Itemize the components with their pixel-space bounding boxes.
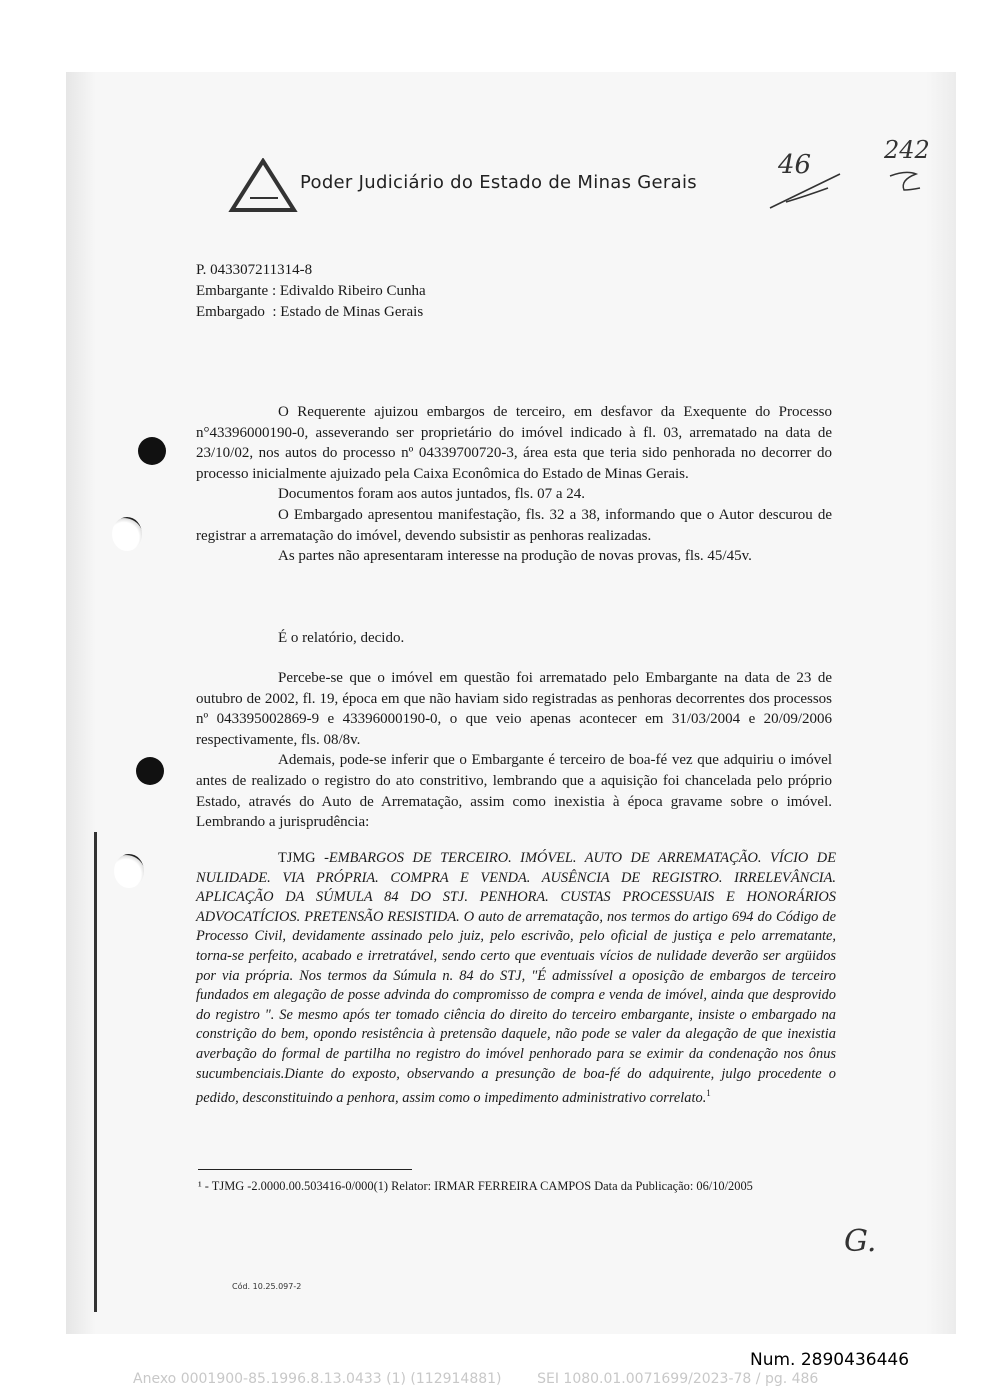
- paragraph: Ademais, pode-se inferir que o Embargante é terceiro de boa-fé vez que adquiriu o imóvel antes de realizado o registro do ato constritivo, lembrando que a aquisição foi chancelada pelo próprio Estado, através do Auto de Arrematação, assim como inexistia à época gravame sobre o imóvel. Lembrando a jurisprudência:: [196, 752, 832, 831]
- embargado-line: Embargado : Estado de Minas Gerais: [196, 304, 424, 320]
- punch-hole: [114, 854, 144, 888]
- handwritten-top-right-number: 242: [884, 136, 930, 164]
- footnote: ¹ - TJMG -2.0000.00.503416-0/000(1) Relator: IRMAR FERREIRA CAMPOS Data da Publicação: 06/10/2005: [198, 1179, 753, 1193]
- process-number: P. 043307211314-8: [196, 262, 313, 278]
- quote-lead: TJMG -: [278, 850, 329, 866]
- report-section: [196, 402, 832, 567]
- paragraph: É o relatório, decido.: [278, 630, 405, 646]
- footnote-divider: [198, 1169, 412, 1170]
- handwritten-page-number: 46: [778, 150, 812, 180]
- court-name: Poder Judiciário do Estado de Minas Gerais: [300, 172, 697, 193]
- paragraph: O Embargado apresentou manifestação, fls. 32 a 38, informando que o Autor descurou de registrar a arrematação do imóvel, devendo subsistir as penhoras realizadas.: [196, 506, 832, 544]
- handwritten-strike-mark: [766, 168, 846, 214]
- form-code: Cód. 10.25.097-2: [232, 1282, 302, 1291]
- punch-hole-mark: [136, 757, 164, 785]
- footnote-marker: 1: [706, 1088, 711, 1099]
- handwritten-mark: [886, 168, 926, 194]
- document-number: Num. 2890436446: [750, 1350, 910, 1370]
- quote-text: EMBARGOS DE TERCEIRO. IMÓVEL. AUTO DE ARREMATAÇÃO. VÍCIO DE NULIDADE. VIA PRÓPRIA. COMPRA E VENDA. AUSÊNCIA DE REGISTRO. IRRELEVÂNCIA. APLICAÇÃO DA SÚMULA 84 DO STJ. PENHORA. CUSTAS PROCESSUAIS E HONORÁRIOS ADVOCATÍCIOS. PRETENSÃO RESISTIDA. O auto de arrematação, nos termos do artigo 694 do Código de Processo Civil, devidamente assinado pelo juiz, pelo escrivão, pelo oficial de justiça e pelo arrematante, torna-se perfeito, acabado e irretratável, sendo certo que eventuais vícios de nulidade deverão ser argüidos por via própria. Nos termos da Súmula n. 84 do STJ, "É admissível a oposição de embargos de terceiro fundados em alegação de posse advinda do compromisso de compra e venda de imóvel, ainda que desprovido do registro ". Se mesmo após ter tomado ciência do direito do terceiro embargante, insiste o embargado na constrição do bem, opondo resistência à pretensão daquele, não pode se valer da alegação de que inexistia averbação do formal de partilha no registro do imóvel penhorado para se eximir da condenação nos ônus sucumbenciais.Diante do exposto, observando a presunção de boa-fé do adquirente, julgo procedente o pedido, desconstituindo a penhora, assim como o impedimento administrativo correlato.: [196, 850, 836, 1106]
- jurisprudence-quote: [196, 849, 836, 1109]
- scanned-page: [66, 72, 956, 1334]
- court-logo-icon: [228, 158, 298, 214]
- annex-reference: Anexo 0001900-85.1996.8.13.0433 (1) (112914881) SEI 1080.01.0071699/2023-78 / pg. 486: [133, 1371, 819, 1387]
- paragraph: Percebe-se que o imóvel em questão foi arrematado pelo Embargante na data de 23 de outubro de 2002, fl. 19, época em que não haviam sido registradas as penhoras decorrentes dos processos nº 043395002869-9 e 43396000190-0, o que veio apenas acontecer em 31/03/2004 e 20/09/2006 respectivamente, fls. 08/8v.: [196, 670, 832, 748]
- punch-hole: [112, 517, 142, 551]
- paragraph: As partes não apresentaram interesse na produção de novas provas, fls. 45/45v.: [278, 548, 752, 565]
- embargante-line: Embargante : Edivaldo Ribeiro Cunha: [196, 283, 426, 299]
- reasoning-section: [196, 668, 832, 833]
- handwritten-initial: G.: [844, 1224, 877, 1259]
- binding-edge-shadow: [94, 832, 97, 1312]
- punch-hole-mark: [138, 437, 166, 465]
- paragraph: O Requerente ajuizou embargos de terceiro, em desfavor da Exequente do Processo n°43396000190-0, asseverando ser proprietário do imóvel indicado à fl. 03, arrematado na data de 23/10/02, nos autos do processo nº 04339700720-3, área esta que teria sido penhorada no decorrer do processo inicialmente ajuizado pela Caixa Econômica do Estado de Minas Gerais.: [196, 404, 832, 482]
- decision-heading: [196, 628, 832, 649]
- case-header: [196, 260, 426, 323]
- paragraph: Documentos foram aos autos juntados, fls. 07 a 24.: [278, 486, 586, 503]
